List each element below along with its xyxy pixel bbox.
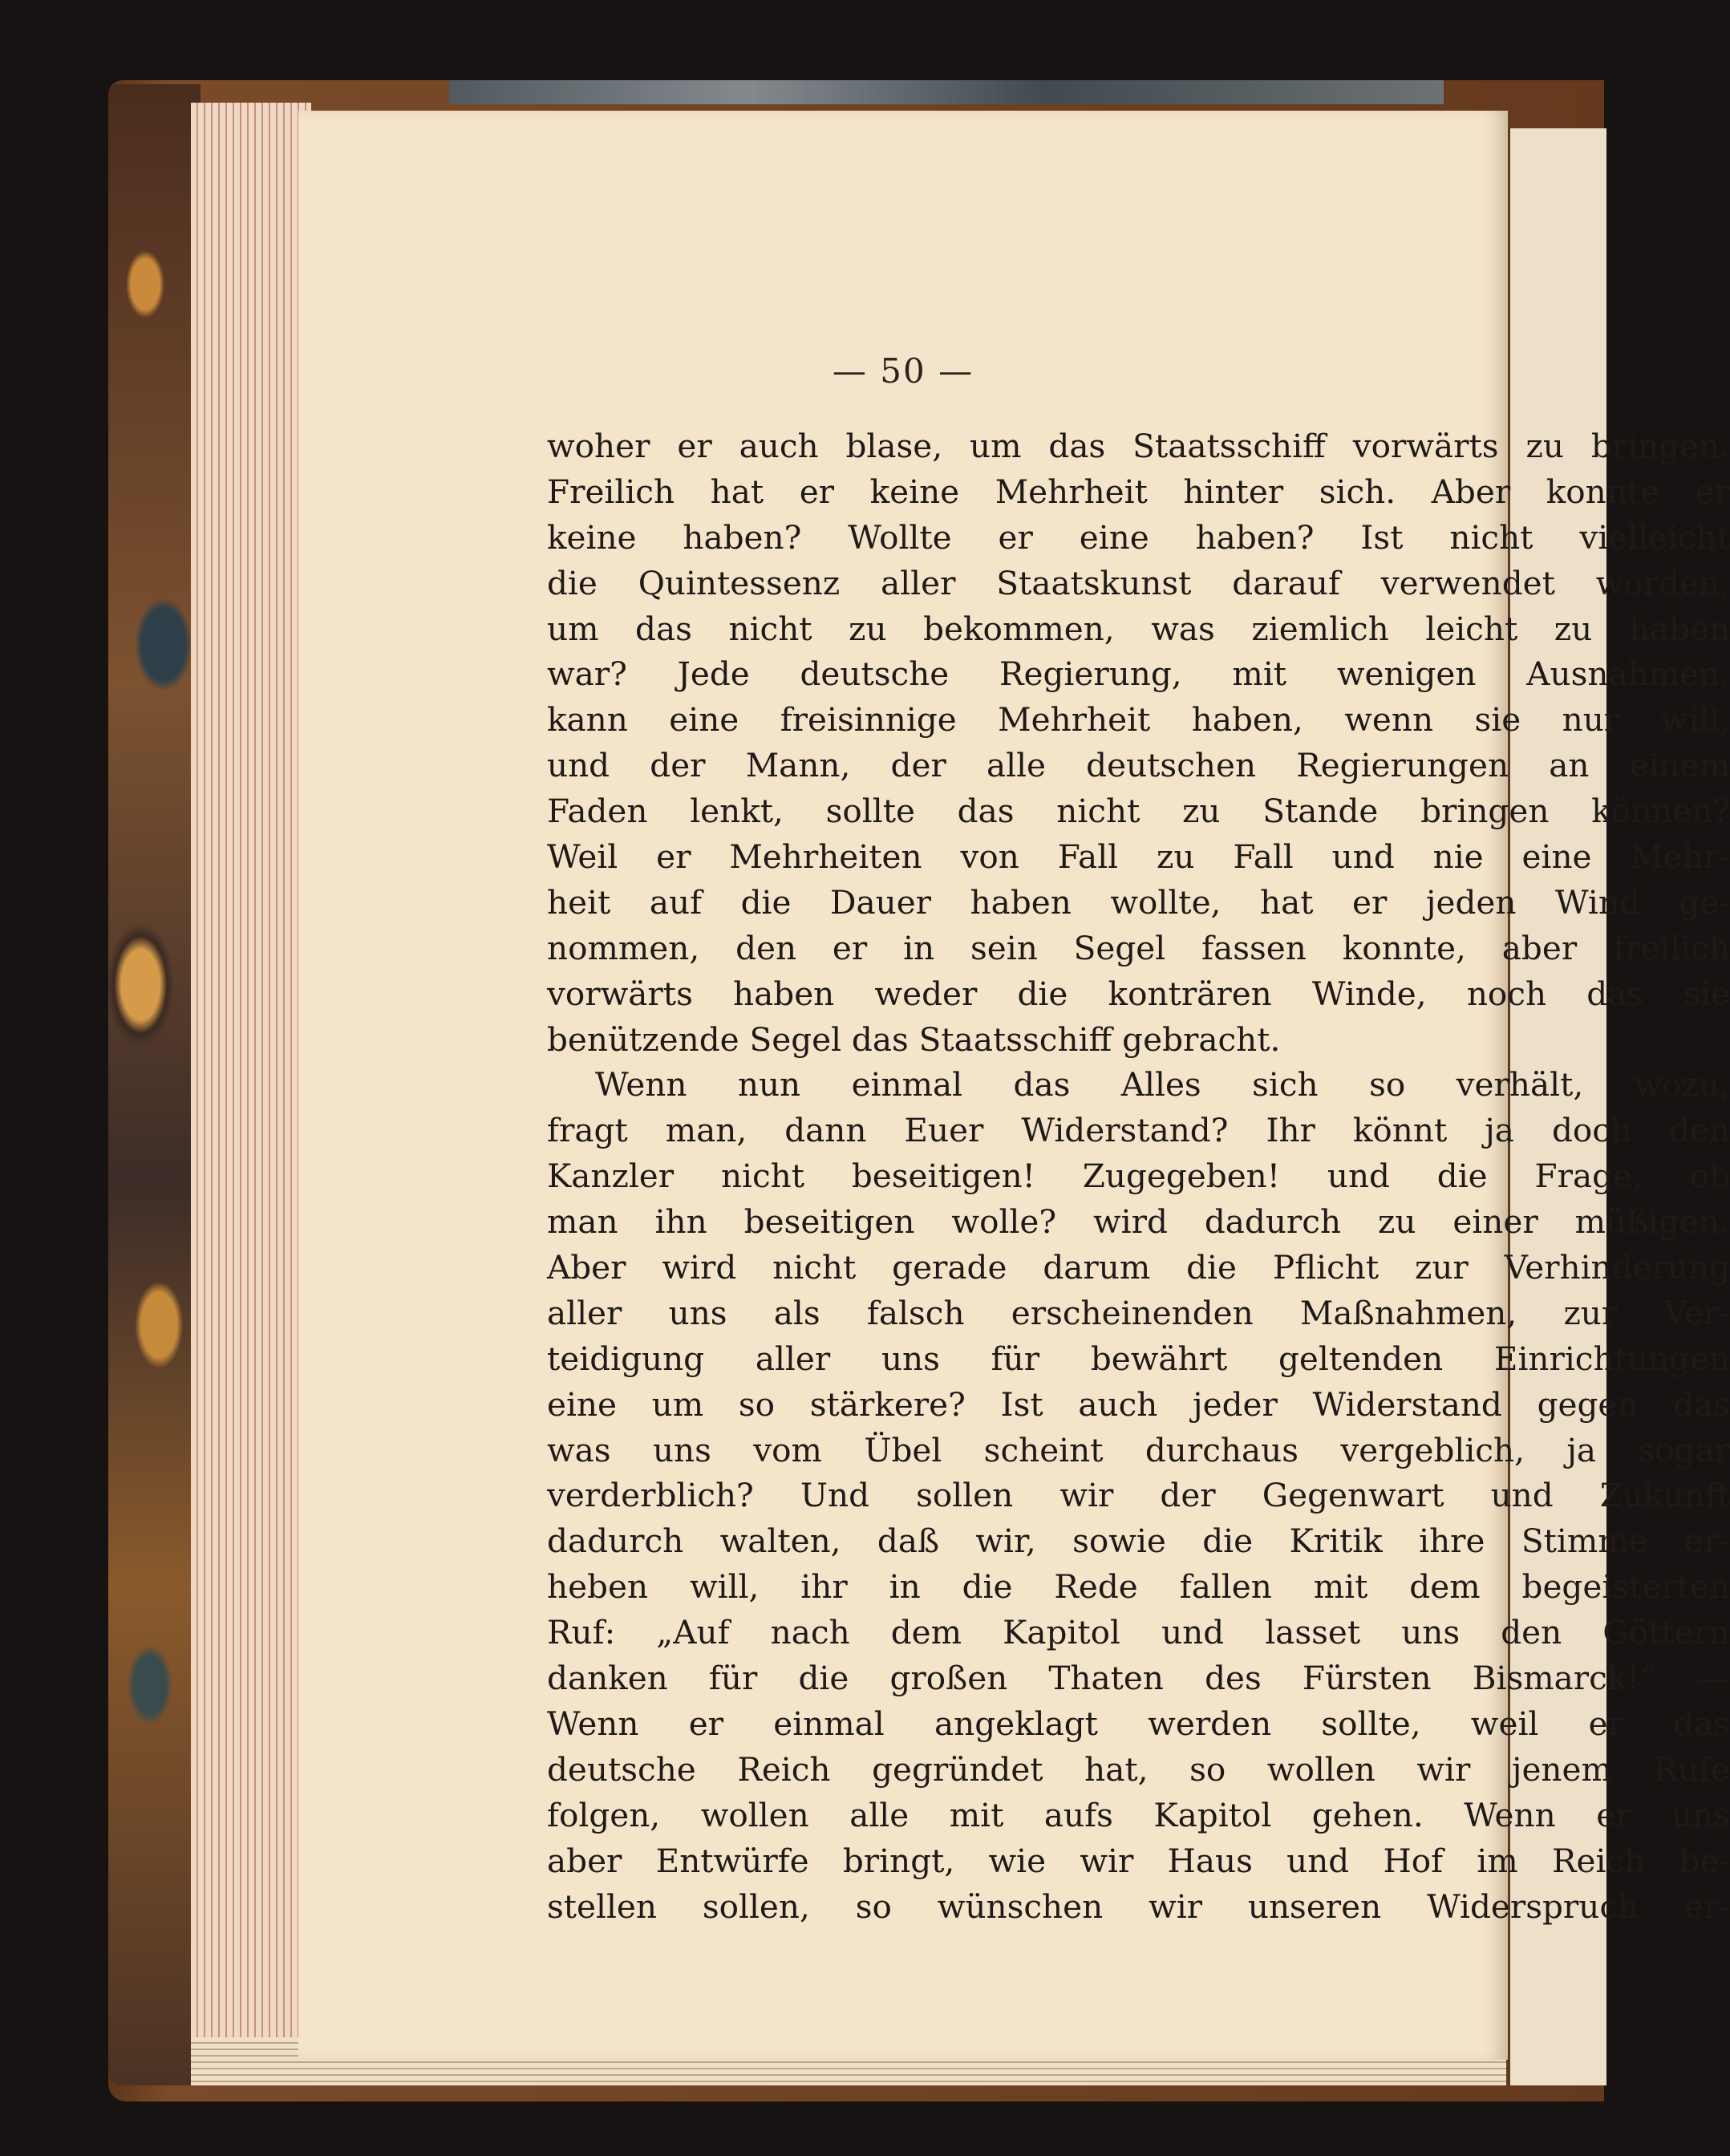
text-line: fragt man, dann Euer Widerstand? Ihr könnt ja doch den xyxy=(547,1111,1730,1150)
text-line: heben will, ihr in die Rede fallen mit dem begeisterten xyxy=(547,1567,1730,1607)
text-line: nommen, den er in sein Segel fassen konnte, aber freilich xyxy=(547,928,1730,967)
text-line: keine haben? Wollte er eine haben? Ist nicht vielleicht xyxy=(547,517,1730,557)
text-line: verderblich? Und sollen wir der Gegenwart und Zukunft xyxy=(547,1476,1730,1515)
text-line: teidigung aller uns für bewährt geltenden Einrichtungen xyxy=(547,1339,1730,1378)
text-line: danken für die großen Thaten des Fürsten Bismarck!“ — xyxy=(547,1659,1730,1698)
book-page xyxy=(298,111,1730,2060)
text-line: aller uns als falsch erscheinenden Maßnahmen, zur Ver- xyxy=(547,1293,1730,1332)
text-line: Wenn nun einmal das Alles sich so verhält, wozu, xyxy=(595,1065,1730,1104)
marbled-edge-top xyxy=(449,80,1444,104)
text-line: was uns vom Übel scheint durchaus vergeblich, ja sogar xyxy=(547,1430,1730,1469)
text-line: Freilich hat er keine Mehrheit hinter sich. Aber konnte er xyxy=(547,472,1730,511)
text-line: Faden lenkt, sollte das nicht zu Stande bringen können? xyxy=(547,792,1730,831)
text-line: um das nicht zu bekommen, was ziemlich leicht zu haben xyxy=(547,609,1730,648)
text-line: und der Mann, der alle deutschen Regierungen an einem xyxy=(547,746,1730,785)
page-text xyxy=(547,424,1730,1929)
page-number: — 50 — xyxy=(832,351,974,391)
text-line: Weil er Mehrheiten von Fall zu Fall und nie eine Mehr- xyxy=(547,837,1730,877)
text-line: die Quintessenz aller Staatskunst darauf verwendet worden, xyxy=(547,563,1730,602)
text-line: deutsche Reich gegründet hat, so wollen wir jenem Rufe xyxy=(547,1749,1730,1789)
text-line: vorwärts haben weder die konträren Winde, noch das sie xyxy=(547,974,1730,1013)
text-line: woher er auch blase, um das Staatsschiff vorwärts zu bringen. xyxy=(547,427,1730,465)
text-line: Kanzler nicht beseitigen! Zugegeben! und die Frage, ob xyxy=(547,1157,1730,1196)
text-line: aber Entwürfe bringt, wie wir Haus und Hof im Reich be- xyxy=(547,1841,1730,1880)
text-line: heit auf die Dauer haben wollte, hat er jeden Wind ge- xyxy=(547,882,1730,922)
text-line: folgen, wollen alle mit aufs Kapitol gehen. Wenn er uns xyxy=(547,1795,1730,1834)
text-line: Aber wird nicht gerade darum die Pflicht zur Verhinderung xyxy=(547,1248,1730,1287)
text-line: man ihn beseitigen wolle? wird dadurch zu einer müßigen. xyxy=(547,1202,1730,1242)
text-line: Wenn er einmal angeklagt werden sollte, weil er das xyxy=(547,1704,1730,1743)
text-line: dadurch walten, daß wir, sowie die Kritik ihre Stimme er- xyxy=(547,1522,1730,1561)
text-line: war? Jede deutsche Regierung, mit wenigen Ausnahmen, xyxy=(547,654,1730,694)
text-line: Ruf: „Auf nach dem Kapitol und lasset uns den Göttern xyxy=(547,1613,1730,1652)
text-line: kann eine freisinnige Mehrheit haben, wenn sie nur will, xyxy=(547,700,1730,740)
marbled-endpaper xyxy=(108,84,201,2085)
text-line: stellen sollen, so wünschen wir unseren Widerspruch er- xyxy=(547,1886,1730,1926)
page-edges xyxy=(191,103,311,2060)
text-line: eine um so stärkere? Ist auch jeder Widerstand gegen das xyxy=(547,1384,1730,1424)
text-line: benützende Segel das Staatsschiff gebracht. xyxy=(547,1019,1281,1059)
